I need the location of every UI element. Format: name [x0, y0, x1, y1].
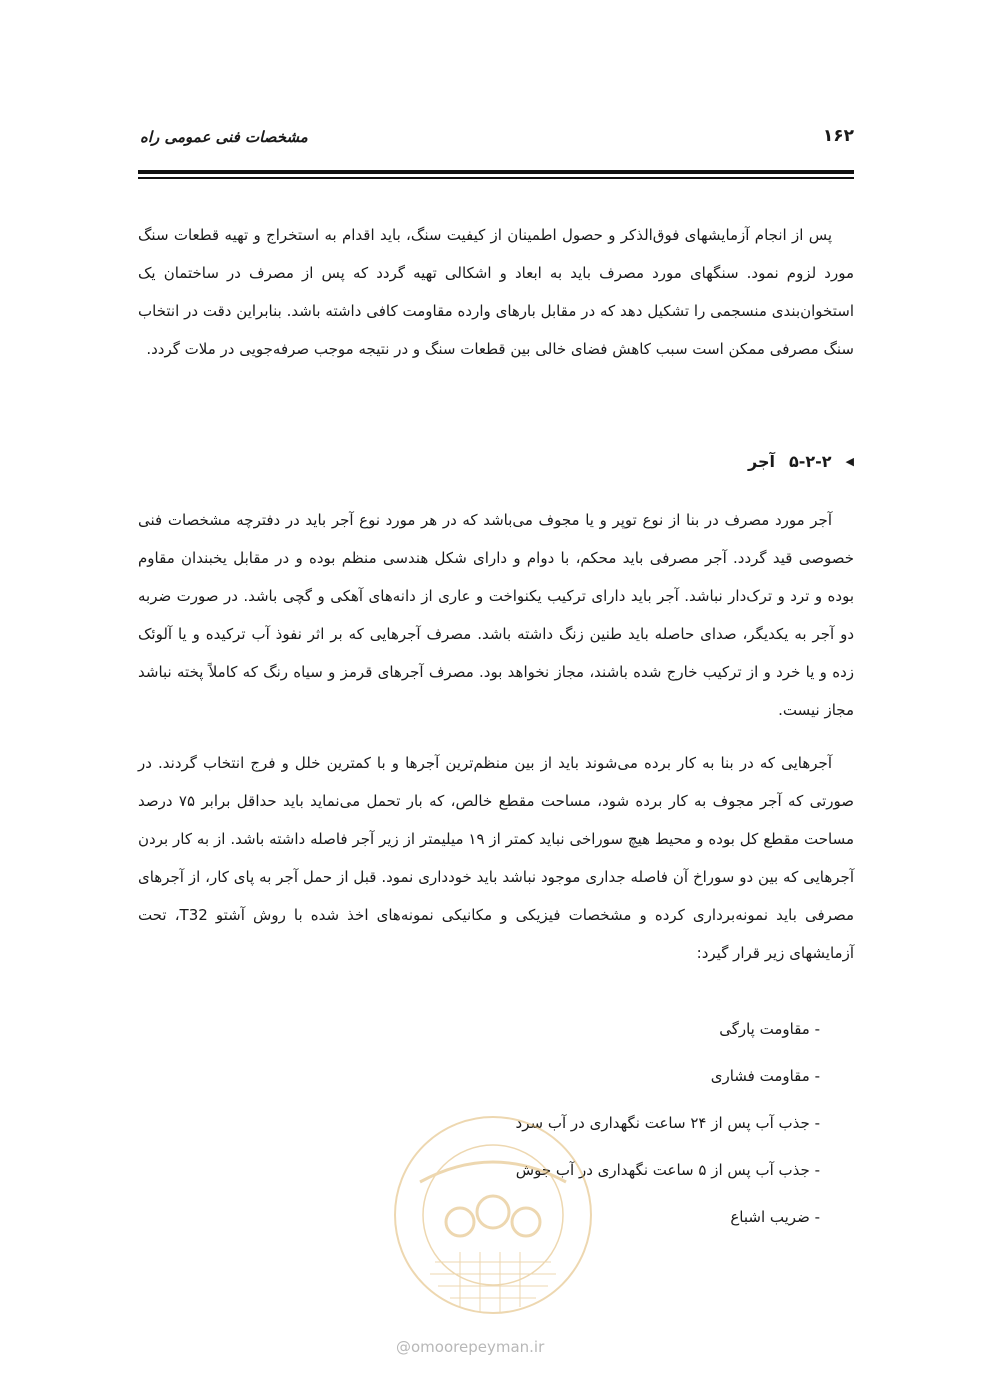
watermark-url: @omoorepeyman.ir: [396, 1338, 545, 1356]
section-number: ۵-۲-۲: [788, 452, 832, 471]
list-item: - جذب آب پس از ۲۴ ساعت نگهداری در آب سرد: [515, 1114, 820, 1132]
header-rule-thin: [138, 177, 854, 179]
list-item: - جذب آب پس از ۵ ساعت نگهداری در آب جوش: [515, 1161, 820, 1179]
paragraph-brick-general: [138, 501, 854, 729]
paragraph-brick-selection: [138, 744, 854, 972]
running-header-title: مشخصات فنی عمومی راه: [140, 128, 308, 146]
paragraph-text: آجر مورد مصرف در بنا از نوع توپر و یا مجوف می‌باشد که در هر مورد نوع آجر باید در دفترچه مشخصات فنی خصوصی قید گردد. آجر مصرفی باید محکم، با دوام و دارای شکل هندسی منظم بوده و در مقابل یخبندان مقاوم بوده و ترد و ترک‌دار نباشد. آجر باید دارای ترکیب یکنواخت و عاری از دانه‌های آهکی و گچی باشد. در صورت ضربه دو آجر به یکدیگر، صدای حاصله باید طنین زنگ داشته باشد. مصرف آجرهایی که بر اثر نفوذ آب ترکیده و یا آلوئک زده و یا خرد و از ترکیب خارج شده باشند، مجاز نخواهد بود. مصرف آجرهای قرمز و سیاه رنگ که کاملاً پخته نباشد مجاز نیست.: [138, 511, 854, 719]
header-rule-thick: [138, 170, 854, 174]
section-heading: [748, 452, 854, 471]
watermark-seal-icon: [390, 1112, 596, 1318]
bullet-triangle-icon: ◀: [845, 455, 854, 468]
paragraph-text: آجرهایی که در بنا به کار برده می‌شوند باید از بین منظم‌ترین آجرها و با کمترین خلل و فرج انتخاب گردند. در صورتی که آجر مجوف به کار برده شود، مساحت مقطع خالص، که بار تحمل می‌نماید باید حداقل برابر ۷۵ درصد مساحت مقطع کل بوده و محیط هیچ سوراخی نباید کمتر از ۱۹ میلیمتر از زیر آجر فاصله داشته باشد. از به کار بردن آجرهایی که بین دو سوراخ آن فاصله جداری موجود نباشد باید خودداری نمود. قبل از حمل آجر به پای کار، از آجرهای مصرفی باید نمونه‌برداری کرده و مشخصات فیزیکی و مکانیکی نمونه‌های اخذ شده با روش آشتو T32، تحت آزمایشهای زیر قرار گیرد:: [138, 754, 855, 962]
page-number: ۱۶۲: [822, 126, 854, 146]
list-item: - ضریب اشباع: [730, 1208, 820, 1226]
list-item: - مقاومت پارگی: [719, 1020, 820, 1038]
section-title: آجر: [747, 452, 775, 471]
paragraph-stone-preparation: [138, 216, 854, 368]
paragraph-text: پس از انجام آزمایشهای فوق‌الذکر و حصول اطمینان از کیفیت سنگ، باید اقدام به استخراج و تهیه قطعات سنگ مورد لزوم نمود. سنگهای مورد مصرف باید به ابعاد و اشکالی تهیه گردد که پس از مصرف در ساختمان یک استخوان‌بندی منسجمی را تشکیل دهد که در مقابل بارهای وارده مقاومت کافی داشته باشد. بنابراین دقت در انتخاب سنگ مصرفی ممکن است سبب کاهش فضای خالی بین قطعات سنگ و در نتیجه موجب صرفه‌جویی در ملات گردد.: [138, 226, 854, 358]
list-item: - مقاومت فشاری: [710, 1067, 820, 1085]
